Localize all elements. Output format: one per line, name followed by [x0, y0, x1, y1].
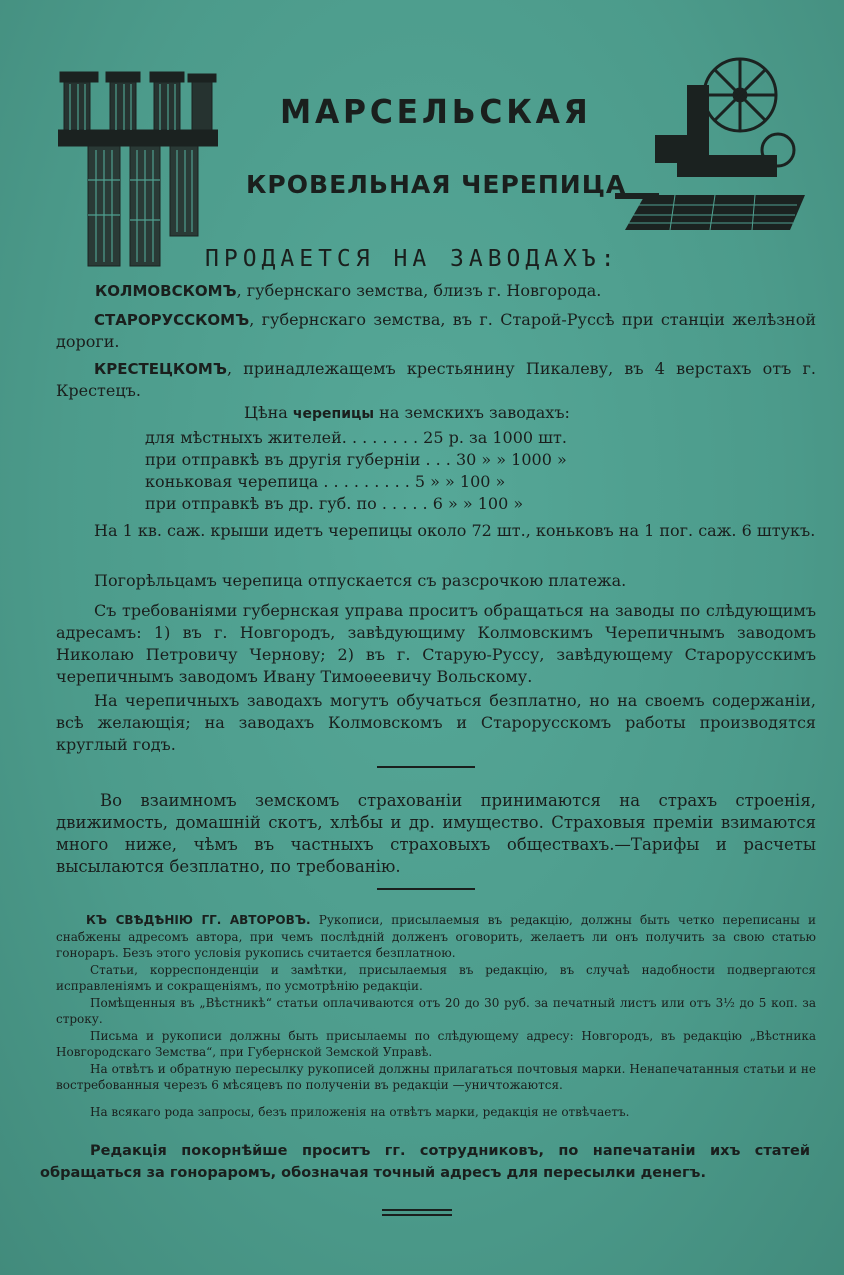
divider [382, 1209, 452, 1211]
heading-sold-at: ПРОДАЕТСЯ НА ЗАВОДАХЪ: [205, 246, 620, 272]
divider [382, 1214, 452, 1216]
divider [377, 766, 475, 768]
heading-title: МАРСЕЛЬСКАЯ [280, 92, 592, 131]
paragraph-installment: Погорѣльцамъ черепица отпускается съ разсрочкою платежа. [94, 571, 627, 590]
factory-staraya-russa: СТАРОРУССКОМЪ, губернскаго земства, въ г. Старой-Руссѣ при станціи желѣзной дороги. [56, 310, 816, 351]
notice-lead: КЪ СВѢДѢНІЮ ГГ. АВТОРОВЪ. [86, 913, 311, 927]
factory-krestcy: КРЕСТЕЦКОМЪ, принадлежащемъ крестьянину Пикалеву, въ 4 верстахъ отъ г. Крестецъ. [56, 359, 816, 400]
price-row: при отправкѣ въ др. губ. по . . . . . 6 » » 100 » [145, 494, 524, 513]
paragraph-insurance: Во взаимномъ земскомъ страхованіи принимаются на страхъ строенія, движимость, домашній скотъ, хлѣбы и др. имущество. Страховыя преміи взимаются много ниже, чѣмъ въ частныхъ страховыхъ обществахъ.—Тарифы и расчеты высылаются безплатно, по требованію. [56, 791, 816, 876]
final-request: Редакція покорнѣйше проситъ гг. сотрудниковъ, по напечатаніи ихъ статей обращаться за гонораромъ, обозначая точный адресъ для пересылки денегъ. [40, 1143, 810, 1181]
roof-tile-illustration [58, 70, 218, 270]
tile-press-machine-illustration [615, 55, 810, 235]
notice-authors: КЪ СВѢДѢНІЮ ГГ. АВТОРОВЪ. Рукописи, присылаемыя въ редакцію, должны быть четко переписаны и снабжены адресомъ автора, при чемъ послѣдній долженъ оговорить, желаетъ ли онъ получить за свою статью гонораръ. Безъ этого условія рукопись считается безплатною. Статьи, корреспонденціи и замѣтки, присылаемыя въ редакцію, въ случаѣ надобности подвергаются исправленіямъ и сокращеніямъ, по усмотрѣнію редакціи. Помѣщенныя въ „Вѣстникѣ“ статьи оплачиваются отъ 20 до 30 руб. за печатный листъ или отъ 3½ до 5 коп. за строку. Письма и рукописи должны быть присылаемы по слѣдующему адресу: Новгородъ, въ редакцію „Вѣстника Новгородскаго Земства“, при Губернской Земской Управѣ. На отвѣтъ и обратную пересылку рукописей должны прилагаться почтовыя марки. Ненапечатанныя статьи и не востребованныя черезъ 6 мѣсяцевъ по полученіи въ редакціи —уничтожаются. На всякаго рода запросы, безъ приложенія на отвѣтъ марки, редакція не отвѣчаетъ. [56, 913, 816, 1119]
price-title: Цѣна черепицы на земскихъ заводахъ: [244, 403, 570, 422]
price-row: при отправкѣ въ другія губерніи . . . 30 » » 1000 » [145, 450, 567, 469]
paragraph-addresses: Съ требованіями губернская управа проситъ обращаться на заводы по слѣдующимъ адресамъ: 1) въ г. Новгородъ, завѣдующиму Колмовскимъ Черепичнымъ заводомъ Николаю Петровичу Чернову; 2) въ г. Старую-Руссу, завѣдующему Старорусскимъ черепичнымъ заводомъ Ивану Тимоѳеевичу Вольскому. [56, 601, 816, 686]
paragraph-tile-usage: На 1 кв. саж. крыши идетъ черепицы около 72 шт., коньковъ на 1 пог. саж. 6 штукъ. [94, 521, 816, 540]
heading-subtitle: КРОВЕЛЬНАЯ ЧЕРЕПИЦА [246, 170, 627, 199]
divider [377, 888, 475, 890]
factory-kolmovo: КОЛМОВСКОМЪ, губернскаго земства, близъ г. Новгорода. [95, 281, 602, 300]
price-row: для мѣстныхъ жителей. . . . . . . . 25 р. за 1000 шт. [145, 428, 567, 447]
paragraph-training: На черепичныхъ заводахъ могутъ обучаться безплатно, но на своемъ содержаніи, всѣ желающія; на заводахъ Колмовскомъ и Старорусскомъ работы производятся круглый годъ. [56, 691, 816, 754]
price-row: коньковая черепица . . . . . . . . . 5 » » 100 » [145, 472, 506, 491]
